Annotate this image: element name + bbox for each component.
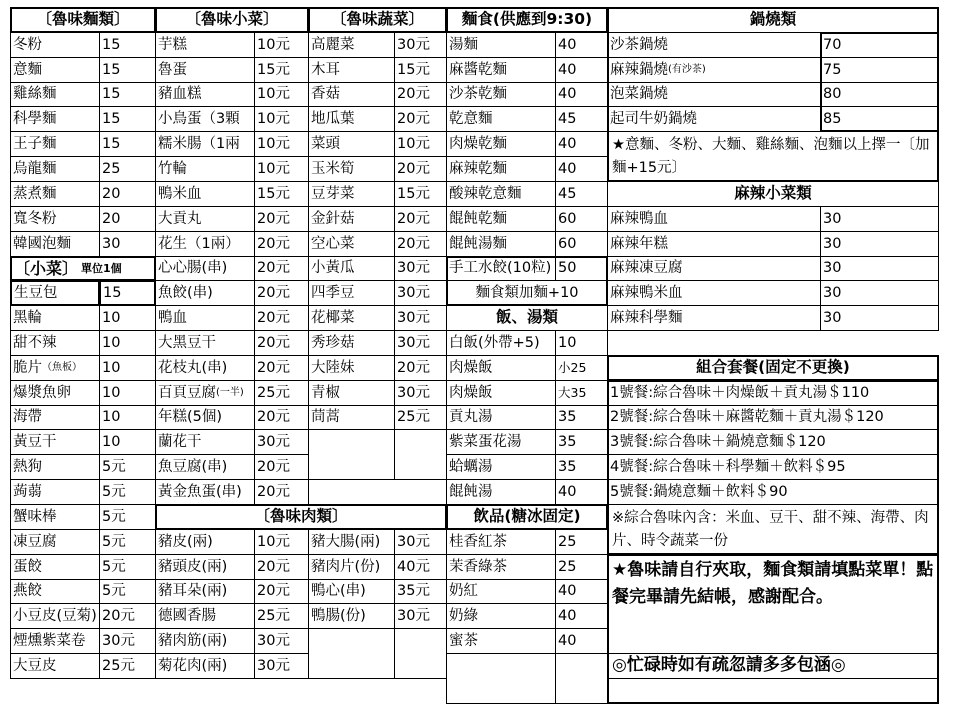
order-notice: ★魯味請自行夾取，麵食類請填點菜單！點餐完畢請先結帳，感謝配合。 (607, 554, 939, 654)
small-dish-name (10, 554, 100, 580)
meat-name: 豬肉片(份) (308, 554, 395, 580)
item-name: 花生（1兩） (158, 235, 240, 252)
item-name: 生豆包 (14, 284, 58, 301)
item-note: 單位1個 (81, 262, 122, 275)
side-dish-name (155, 405, 255, 430)
rice-soup-name: 肉燥飯 (446, 380, 556, 406)
meat-name: 豬頭皮(兩) (155, 554, 255, 580)
side-dish-price: 20元 (254, 280, 309, 306)
small-dish-name (10, 380, 100, 406)
small-dish-price: 10 (99, 305, 156, 331)
pot-name (607, 82, 821, 107)
item-name: 大豆皮 (13, 657, 57, 674)
noodle-name: 韓國泡麵 (10, 231, 100, 257)
small-dish-name (10, 429, 100, 455)
vegetable-price: 30元 (394, 256, 447, 281)
item-name: 黑輪 (13, 309, 42, 326)
item-name: 豬血糕 (158, 86, 202, 103)
noodle-meals-header: 麵食(供應到9:30) (446, 7, 608, 33)
item-name: 大黑豆干 (158, 334, 216, 351)
side-dish-name (155, 32, 255, 58)
combo-item: 3號餐:綜合魯味＋鍋燒意麵＄120 (607, 429, 939, 455)
meat-price: 20元 (254, 554, 309, 580)
small-dish-name (10, 628, 100, 654)
item-name: 麻辣鍋燒 (610, 61, 668, 78)
noodle-meal-name: 乾意麵 (446, 106, 556, 132)
item-name: 泡菜鍋燒 (610, 86, 668, 103)
noodle-meal-price: 40 (555, 156, 608, 182)
vegetable-name: 香菇 (308, 82, 395, 107)
rice-soup-name: 紫菜蛋花湯 (446, 429, 556, 455)
item-name: 糯米腸（1兩 (158, 135, 240, 152)
side-dish-price: 10元 (254, 131, 309, 157)
noodle-meal-name: 肉燥乾麵 (446, 131, 556, 157)
small-dish-name (10, 479, 100, 505)
vegetable-name: 玉米筍 (308, 156, 395, 182)
vegetable-name: 高麗菜 (308, 32, 395, 58)
rice-soup-name: 肉燥飯 (446, 355, 556, 381)
noodle-meal-name: 餛飩乾麵 (446, 206, 556, 232)
small-dish-name (10, 405, 100, 430)
vegetable-name: 大陸妹 (308, 355, 395, 381)
vegetable-price: 15元 (394, 57, 447, 83)
side-dish-price: 20元 (254, 330, 309, 356)
rice-soup-price: 10 (555, 330, 608, 356)
meat-name: 鴨心(串) (308, 579, 395, 604)
noodle-name: 王子麵 (10, 131, 100, 157)
vegetable-name: 茼蒿 (308, 405, 395, 430)
drink-price: 40 (555, 579, 608, 604)
noodle-name: 寬冬粉 (10, 206, 100, 232)
combo-item: 5號餐:鍋燒意麵＋飲料＄90 (607, 479, 939, 505)
drinks-header: 飲品(糖冰固定) (446, 504, 608, 530)
meat-price: 25元 (254, 603, 309, 629)
side-dish-price: 20元 (254, 305, 309, 331)
noodle-meal-price: 45 (555, 181, 608, 207)
item-name: 蒟蒻 (13, 483, 42, 500)
small-dish-price: 20元 (99, 603, 156, 629)
meat-name: 豬耳朵(兩) (155, 579, 255, 604)
side-dish-name (155, 330, 255, 356)
rice-soup-price: 40 (555, 479, 608, 505)
meat-price: 30元 (254, 628, 309, 654)
item-name: 甜不辣 (13, 334, 57, 351)
side-dish-name (155, 181, 255, 207)
side-dish-price: 10元 (254, 82, 309, 107)
vegetable-name: 地瓜葉 (308, 106, 395, 132)
rice-soup-price: 小25 (555, 355, 608, 381)
item-name: 燕餃 (13, 583, 42, 600)
drink-name: 奶紅 (446, 579, 556, 604)
vegetable-price: 20元 (394, 355, 447, 381)
item-name: 起司牛奶鍋燒 (610, 110, 697, 127)
side-dish-price: 25元 (254, 380, 309, 406)
side-dish-name (155, 57, 255, 83)
noodle-name: 冬粉 (10, 32, 100, 58)
spicy-price: 30 (820, 280, 939, 306)
item-name: 年糕(5個) (158, 409, 223, 426)
rice-soup-name: 餛飩湯 (446, 479, 556, 505)
vegetable-price: 20元 (394, 206, 447, 232)
side-dishes-header: 〔魯味小菜〕 (155, 7, 309, 33)
noodle-name: 雞絲麵 (10, 82, 100, 107)
small-dishes-header (10, 256, 156, 281)
side-dish-price: 10元 (254, 156, 309, 182)
drink-price: 25 (555, 529, 608, 555)
side-dish-name (155, 305, 255, 331)
item-name: 大貢丸 (158, 210, 202, 227)
side-dish-price: 20元 (254, 454, 309, 480)
vegetable-name: 小黃瓜 (308, 256, 395, 281)
meat-name: 鴨腸(份) (308, 603, 395, 629)
item-name: 煙燻紫菜卷 (13, 632, 86, 649)
noodle-price: 20 (99, 181, 156, 207)
meat-name: 德國香腸 (155, 603, 255, 629)
item-name: 〔小菜〕 (14, 258, 79, 278)
side-dish-price: 20元 (254, 405, 309, 430)
combo-item: 4號餐:綜合魯味＋科學麵＋飲料＄95 (607, 454, 939, 480)
spicy-name: 麻辣年糕 (607, 231, 821, 257)
meat-price: 30元 (394, 603, 447, 629)
small-dish-price: 5元 (99, 579, 156, 604)
vegetable-price: 20元 (394, 82, 447, 107)
small-dish-name (10, 529, 100, 555)
side-dish-name (155, 131, 255, 157)
noodle-meal-name: 餛飩湯麵 (446, 231, 556, 257)
side-dish-name (155, 156, 255, 182)
item-name: 海帶 (13, 409, 42, 426)
meat-price: 40元 (394, 554, 447, 580)
item-name: 鴨米血 (158, 185, 202, 202)
small-dish-name (10, 504, 100, 530)
small-dish-price: 5元 (99, 479, 156, 505)
rice-soup-name: 貢丸湯 (446, 405, 556, 430)
small-dish-name (10, 603, 100, 629)
rice-soup-header: 飯、湯類 (446, 305, 608, 331)
side-dish-name (155, 106, 255, 132)
rice-soup-price: 大35 (555, 380, 608, 406)
spicy-header: 麻辣小菜類 (607, 181, 939, 207)
meat-name: 菊花肉(兩) (155, 653, 255, 679)
small-dish-price: 10 (99, 330, 156, 356)
meat-price: 10元 (254, 529, 309, 555)
pot-price: 85 (820, 106, 939, 132)
item-name: 小豆皮(豆菊) (13, 607, 97, 624)
small-dish-price: 30元 (99, 628, 156, 654)
item-note: （魚板） (42, 362, 82, 373)
small-dish-price: 5元 (99, 554, 156, 580)
busy-notice: ◎忙碌時如有疏忽請多多包涵◎ (607, 653, 939, 679)
meat-name: 豬肉筋(兩) (155, 628, 255, 654)
drink-name: 桂香紅茶 (446, 529, 556, 555)
noodles-header: 〔魯味麵類〕 (10, 7, 156, 33)
item-name: 百頁豆腐 (158, 384, 216, 401)
item-name: 魚餃(串) (158, 284, 213, 301)
rice-soup-price: 35 (555, 454, 608, 480)
vegetable-price: 30元 (394, 380, 447, 406)
item-name: 魚豆腐(串) (158, 458, 228, 475)
spicy-price: 30 (820, 206, 939, 232)
empty-cell (308, 429, 395, 480)
item-name: 脆片 (13, 359, 42, 376)
pot-name (607, 106, 821, 132)
pot-name (607, 57, 821, 83)
side-dish-name (155, 280, 255, 306)
vegetable-name: 秀珍菇 (308, 330, 395, 356)
noodle-price: 30 (99, 231, 156, 257)
item-name: 小鳥蛋（3顆 (158, 110, 240, 127)
spicy-name: 麻辣科學麵 (607, 305, 821, 331)
drink-price: 25 (555, 554, 608, 580)
spicy-name: 麻辣鴨米血 (607, 280, 821, 306)
vegetable-price: 10元 (394, 131, 447, 157)
small-dish-name (10, 454, 100, 480)
side-dish-name (155, 82, 255, 107)
noodle-meal-name: 麻辣乾麵 (446, 156, 556, 182)
combos-header: 組合套餐(固定不更換) (607, 355, 939, 381)
spicy-name: 麻辣鴨血 (607, 206, 821, 232)
pot-name (607, 32, 821, 58)
noodle-name: 科學麵 (10, 106, 100, 132)
empty-cell (446, 653, 556, 704)
meat-name: 豬皮(兩) (155, 529, 255, 555)
drink-price: 40 (555, 628, 608, 654)
pot-price: 80 (820, 82, 939, 107)
vegetable-name: 空心菜 (308, 231, 395, 257)
small-dish-price: 10 (99, 355, 156, 381)
small-dish-price: 10 (99, 429, 156, 455)
combo-item: 1號餐:綜合魯味＋肉燥飯＋貢丸湯＄110 (607, 380, 939, 406)
small-dish-price: 5元 (99, 454, 156, 480)
noodle-name: 烏龍麵 (10, 156, 100, 182)
spicy-price: 30 (820, 231, 939, 257)
add-noodle-note: 麵食類加麵+10 (446, 280, 608, 306)
small-dish-price: 10 (99, 405, 156, 430)
vegetable-name: 花椰菜 (308, 305, 395, 331)
spicy-price: 30 (820, 305, 939, 331)
noodle-meal-name: 麻醬乾麵 (446, 57, 556, 83)
item-name: 心心腸(串) (158, 260, 228, 277)
spicy-price: 30 (820, 256, 939, 281)
small-dish-name (10, 653, 100, 679)
item-name: 黃金魚蛋(串) (158, 483, 242, 500)
meat-price: 30元 (394, 529, 447, 555)
noodle-name: 蒸煮麵 (10, 181, 100, 207)
noodle-price: 15 (99, 82, 156, 107)
item-name: 凍豆腐 (13, 533, 57, 550)
small-dish-name (10, 355, 100, 381)
noodle-name: 意麵 (10, 57, 100, 83)
item-name: 熱狗 (13, 458, 42, 475)
vegetable-name: 四季豆 (308, 280, 395, 306)
rice-soup-name: 白飯(外帶+5) (446, 330, 556, 356)
side-dish-price: 20元 (254, 256, 309, 281)
small-dish-name (10, 579, 100, 604)
item-name: 鴨血 (158, 309, 187, 326)
vegetable-price: 30元 (394, 280, 447, 306)
noodle-meal-name: 手工水餃(10粒) (446, 256, 556, 281)
item-name: 黃豆干 (13, 433, 57, 450)
noodle-meal-price: 40 (555, 131, 608, 157)
noodle-price: 20 (99, 206, 156, 232)
vegetable-price: 30元 (394, 330, 447, 356)
drink-name: 蜜茶 (446, 628, 556, 654)
meat-price: 30元 (254, 653, 309, 679)
side-dish-price: 15元 (254, 57, 309, 83)
side-dish-price: 20元 (254, 479, 309, 505)
noodle-meal-price: 40 (555, 82, 608, 107)
noodle-meal-price: 60 (555, 231, 608, 257)
noodle-price: 15 (99, 131, 156, 157)
small-dish-name (10, 280, 100, 306)
noodle-price: 15 (99, 32, 156, 58)
vegetable-price: 25元 (394, 405, 447, 430)
side-dish-name (155, 454, 255, 480)
meat-price: 20元 (254, 579, 309, 604)
side-dish-price: 20元 (254, 206, 309, 232)
vegetable-name: 豆芽菜 (308, 181, 395, 207)
item-note: (一半) (216, 387, 244, 398)
empty-cell (394, 628, 447, 679)
drink-price: 40 (555, 603, 608, 629)
vegetable-price: 20元 (394, 106, 447, 132)
small-dish-name (10, 330, 100, 356)
vegetable-name: 青椒 (308, 380, 395, 406)
rice-soup-price: 35 (555, 429, 608, 455)
vegetable-name: 菜頭 (308, 131, 395, 157)
item-name: 魯蛋 (158, 61, 187, 78)
item-name: 爆漿魚卵 (13, 384, 71, 401)
item-name: 蘭花干 (158, 433, 202, 450)
pot-price: 70 (820, 32, 939, 58)
noodle-price: 15 (99, 106, 156, 132)
vegetable-price: 20元 (394, 156, 447, 182)
small-dish-price: 5元 (99, 529, 156, 555)
meat-price: 35元 (394, 579, 447, 604)
pot-header: 鍋燒類 (607, 7, 939, 33)
empty-cell (394, 429, 447, 480)
side-dish-name (155, 479, 255, 505)
item-name: 沙茶鍋燒 (610, 36, 668, 53)
side-dish-name (155, 256, 255, 281)
empty-cell (607, 678, 939, 704)
small-dish-price: 5元 (99, 504, 156, 530)
noodle-price: 15 (99, 57, 156, 83)
vegetable-price: 20元 (394, 231, 447, 257)
side-dish-price: 20元 (254, 231, 309, 257)
noodle-meal-price: 60 (555, 206, 608, 232)
small-dish-price: 10 (99, 380, 156, 406)
combo-note: ※綜合魯味內含：米血、豆干、甜不辣、海帶、肉片、時令蔬菜一份 (607, 504, 939, 555)
noodle-meal-name: 沙茶乾麵 (446, 82, 556, 107)
vegetable-price: 30元 (394, 305, 447, 331)
side-dish-name (155, 429, 255, 455)
noodle-meal-price: 40 (555, 57, 608, 83)
side-dish-price: 10元 (254, 106, 309, 132)
item-name: 芋糕 (158, 36, 187, 53)
pot-note: ★意麵、冬粉、大麵、雞絲麵、泡麵以上擇一〔加麵+15元〕 (607, 131, 939, 182)
small-dish-price: 25元 (99, 653, 156, 679)
small-dish-name (10, 305, 100, 331)
item-name: 竹輪 (158, 160, 187, 177)
drink-name: 奶綠 (446, 603, 556, 629)
vegetable-name: 金針菇 (308, 206, 395, 232)
meat-header: 〔魯味肉類〕 (155, 504, 447, 530)
vegetable-price: 15元 (394, 181, 447, 207)
item-note: (有沙茶) (668, 64, 706, 75)
drink-name: 茉香綠茶 (446, 554, 556, 580)
empty-cell (308, 628, 395, 679)
noodle-meal-price: 45 (555, 106, 608, 132)
rice-soup-price: 35 (555, 405, 608, 430)
side-dish-price: 30元 (254, 429, 309, 455)
rice-soup-name: 蛤蠣湯 (446, 454, 556, 480)
side-dish-name (155, 380, 255, 406)
side-dish-price: 10元 (254, 32, 309, 58)
noodle-price: 25 (99, 156, 156, 182)
small-dish-price: 15 (99, 280, 156, 306)
vegetables-header: 〔魯味蔬菜〕 (308, 7, 447, 33)
vegetable-name: 木耳 (308, 57, 395, 83)
side-dish-name (155, 206, 255, 232)
side-dish-name (155, 355, 255, 381)
noodle-meal-price: 40 (555, 32, 608, 58)
noodle-meal-name: 湯麵 (446, 32, 556, 58)
spicy-name: 麻辣凍豆腐 (607, 256, 821, 281)
menu-sheet (10, 7, 938, 713)
side-dish-price: 20元 (254, 355, 309, 381)
empty-cell (555, 653, 608, 704)
pot-price: 75 (820, 57, 939, 83)
item-name: 蛋餃 (13, 558, 42, 575)
combo-item: 2號餐:綜合魯味＋麻醬乾麵＋貢丸湯＄120 (607, 405, 939, 430)
item-name: 花枝丸(串) (158, 359, 228, 376)
meat-name: 豬大腸(兩) (308, 529, 395, 555)
vegetable-price: 30元 (394, 32, 447, 58)
noodle-meal-name: 酸辣乾意麵 (446, 181, 556, 207)
noodle-meal-price: 50 (555, 256, 608, 281)
item-name: 蟹味棒 (13, 508, 57, 525)
side-dish-price: 15元 (254, 181, 309, 207)
side-dish-name (155, 231, 255, 257)
